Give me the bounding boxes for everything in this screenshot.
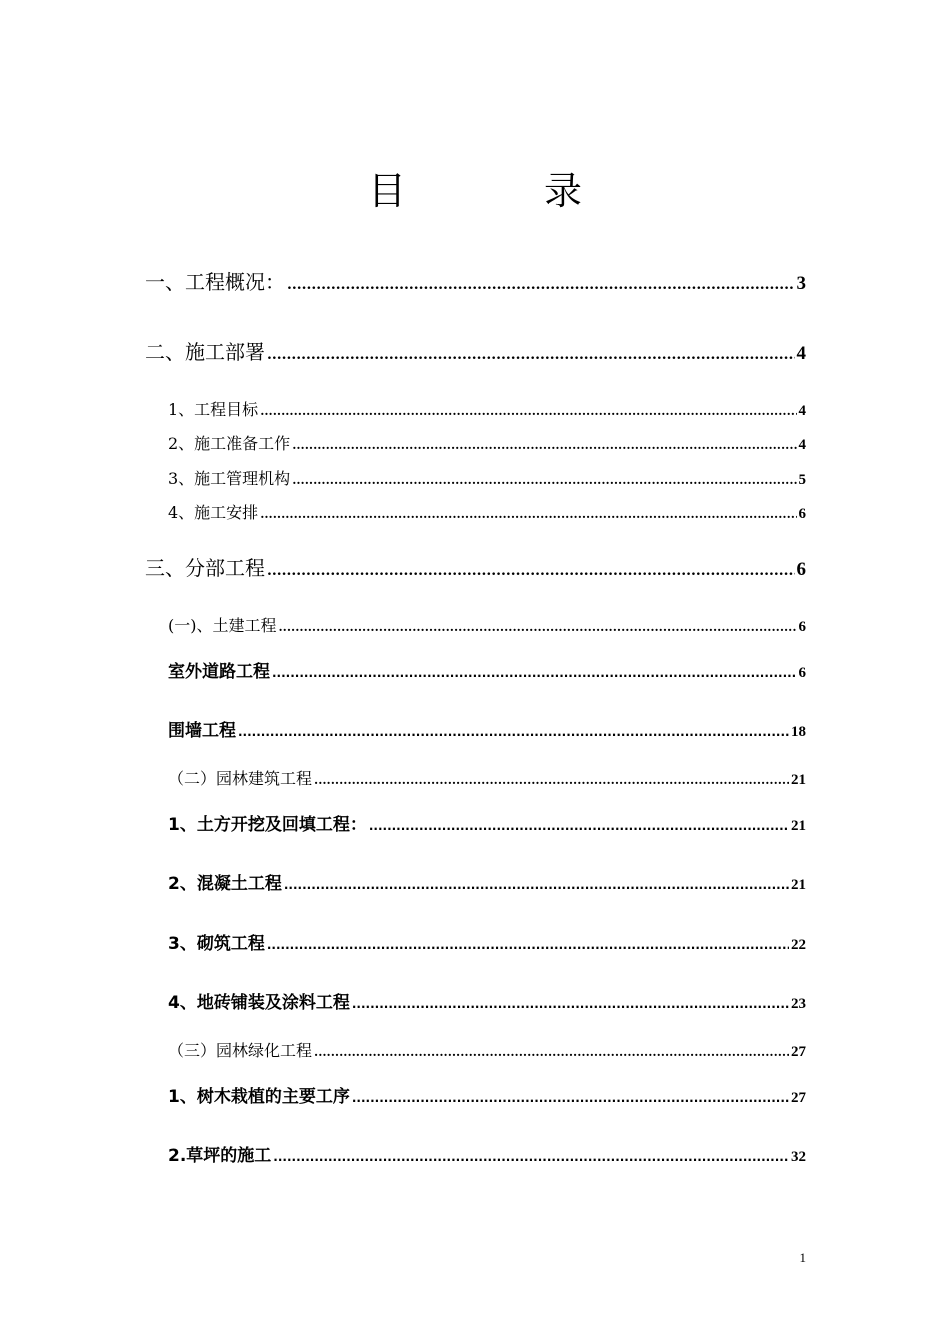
toc-entry-page: 27: [791, 1044, 806, 1060]
toc-leader-dots: [260, 404, 796, 418]
toc-entry-page: 4: [796, 343, 806, 364]
toc-entry-label: 一、工程概况：: [145, 270, 285, 294]
toc-entry-page: 4: [798, 437, 806, 453]
page-number: 1: [799, 1250, 806, 1265]
toc-entry-label: 2、混凝土工程: [168, 874, 282, 894]
toc-leader-dots: [314, 773, 789, 787]
toc-entry-lawn[interactable]: [168, 1141, 806, 1166]
toc-leader-dots: [287, 277, 795, 293]
toc-leader-dots: [238, 725, 789, 739]
toc-entry-sub-projects[interactable]: [145, 552, 806, 581]
toc-entry-label: 三、分部工程: [145, 556, 265, 580]
toc-entry-garden-building[interactable]: [168, 766, 806, 789]
toc-leader-dots: [260, 507, 796, 521]
toc-entry-concrete[interactable]: [168, 869, 806, 894]
toc-entry-fence-wall[interactable]: [168, 716, 806, 741]
toc-leader-dots: [267, 563, 795, 579]
toc-leader-dots: [273, 1150, 789, 1164]
toc-entry-page: 22: [791, 937, 806, 953]
toc-entry-label: 二、施工部署: [145, 340, 265, 364]
toc-entry-page: 18: [791, 724, 806, 740]
toc-entry-tree-planting[interactable]: [168, 1082, 806, 1107]
toc-entry-page: 6: [798, 506, 806, 522]
toc-entry-page: 6: [798, 665, 806, 681]
toc-entry-page: 6: [796, 559, 806, 580]
toc-leader-dots: [279, 620, 797, 634]
toc-entry-label: 1、土方开挖及回填工程：: [168, 815, 367, 835]
toc-leader-dots: [292, 473, 796, 487]
toc-entry-label: 2.草坪的施工: [168, 1146, 272, 1166]
toc-entry-tiling-coating[interactable]: [168, 988, 806, 1013]
toc-entry-arrangement[interactable]: [168, 500, 806, 523]
toc-entry-preparation[interactable]: [168, 431, 806, 454]
toc-entry-label: 1、树木栽植的主要工序: [168, 1087, 350, 1107]
toc-entry-page: 21: [791, 818, 806, 834]
toc-leader-dots: [292, 438, 796, 452]
toc-entry-label: 3、施工管理机构: [168, 469, 291, 488]
toc-entry-page: 5: [798, 472, 806, 488]
toc-entry-page: 4: [798, 403, 806, 419]
toc-leader-dots: [314, 1045, 789, 1059]
toc-entry-label: 2、施工准备工作: [168, 434, 291, 453]
toc-leader-dots: [267, 938, 789, 952]
toc-entry-label: 4、施工安排: [168, 503, 259, 522]
toc-entry-civil[interactable]: [168, 613, 806, 636]
toc-entry-deployment[interactable]: [145, 336, 806, 365]
toc-entry-page: 6: [798, 619, 806, 635]
toc-leader-dots: [352, 1091, 789, 1105]
toc-leader-dots: [369, 819, 789, 833]
toc-entry-page: 21: [791, 772, 806, 788]
toc-entry-label: 1、工程目标: [168, 400, 259, 419]
toc-entry-page: 32: [791, 1149, 806, 1165]
toc-entry-masonry[interactable]: [168, 929, 806, 954]
toc-title: 目 录: [367, 169, 632, 213]
toc-leader-dots: [272, 666, 797, 680]
toc-entry-earthwork[interactable]: [168, 810, 806, 835]
toc-entry-outdoor-road[interactable]: [168, 657, 806, 682]
toc-leader-dots: [284, 878, 789, 892]
toc-entry-management[interactable]: [168, 466, 806, 489]
toc-entry-goals[interactable]: [168, 397, 806, 420]
toc-entry-overview[interactable]: [145, 266, 806, 295]
toc-entry-label: (一)、土建工程: [168, 616, 277, 635]
toc-leader-dots: [267, 347, 795, 363]
toc-entry-label: 室外道路工程: [168, 662, 270, 682]
toc-entry-label: 围墙工程: [168, 721, 236, 741]
toc-entry-label: （三）园林绿化工程: [168, 1041, 313, 1060]
toc-entry-label: 4、地砖铺装及涂料工程: [168, 993, 350, 1013]
toc-entry-label: （二）园林建筑工程: [168, 769, 313, 788]
toc-entry-page: 27: [791, 1090, 806, 1106]
toc-entry-page: 21: [791, 877, 806, 893]
toc-leader-dots: [352, 997, 789, 1011]
toc-entry-label: 3、砌筑工程: [168, 934, 265, 954]
toc-entry-page: 23: [791, 996, 806, 1012]
toc-entry-greening[interactable]: [168, 1038, 806, 1061]
toc-entry-page: 3: [796, 273, 806, 294]
